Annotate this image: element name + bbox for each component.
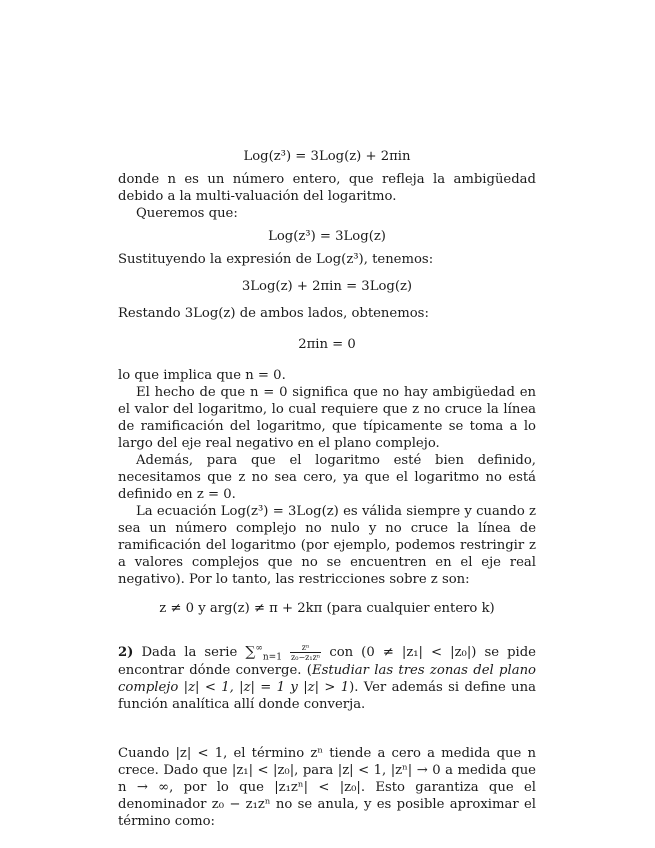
series-fraction xyxy=(290,643,321,662)
problem-statement xyxy=(118,643,536,713)
document-body xyxy=(118,142,536,830)
problem-text-c: ). Ver además si define una función analítica allí donde converja. xyxy=(118,680,536,712)
paragraph-implica: lo que implica que n = 0. xyxy=(118,368,286,383)
problem-text-a: Dada la serie xyxy=(141,645,238,660)
equation-2piin: 2πin = 0 xyxy=(298,337,356,352)
paragraph-ecuacion: La ecuación Log(z³) = 3Log(z) es válida siempre y cuando z sea un número complejo no nulo y no cruce la línea de ramificación del logaritmo (por ejemplo, podemos restringir z a valores complejos que no se encuentren en el eje real negativo). Por lo tanto, las restricciones sobre z son: xyxy=(118,504,536,587)
problem-number: 2) xyxy=(118,645,134,660)
sum-upper: ∞ xyxy=(255,643,263,654)
paragraph-ademas: Además, para que el logaritmo esté bien definido, necesitamos que z no sea cero, ya que el logaritmo no está definido en z = 0. xyxy=(118,453,536,502)
paragraph-queremos: Queremos que: xyxy=(136,206,238,221)
sum-symbol: ∑ xyxy=(245,644,256,660)
problem-text-italic: Estudiar las tres zonas del plano complejo |z| < 1, |z| = 1 y |z| > 1 xyxy=(118,663,536,695)
sum-lower: n=1 xyxy=(262,652,282,663)
paragraph-sustituyendo: Sustituyendo la expresión de Log(z³), tenemos: xyxy=(118,252,434,267)
equation-target: Log(z³) = 3Log(z) xyxy=(268,229,386,244)
equation-restrictions: z ≠ 0 y arg(z) ≠ π + 2kπ (para cualquier entero k) xyxy=(159,601,495,616)
equation-log-z-cubed: Log(z³) = 3Log(z) + 2πin xyxy=(243,149,411,164)
paragraph-restando: Restando 3Log(z) de ambos lados, obtenemos: xyxy=(118,306,429,321)
paragraph-n-integer: donde n es un número entero, que refleja la ambigüedad debido a la multi-valuación del logaritmo. xyxy=(118,172,536,204)
fraction-denominator: z₀−z₁zⁿ xyxy=(291,653,321,662)
paragraph-hecho: El hecho de que n = 0 significa que no hay ambigüedad en el valor del logaritmo, lo cual requiere que z no cruce la línea de ramificación del logaritmo, que típicamente se toma a lo largo del eje real negativo en el plano complejo. xyxy=(118,385,536,451)
paragraph-cuando: Cuando |z| < 1, el término zⁿ tiende a cero a medida que n crece. Dado que |z₁| < |z₀|, para |z| < 1, |zⁿ| → 0 a medida que n → ∞, por lo que |z₁zⁿ| < |z₀|. Esto garantiza que el denominador z₀ − z₁zⁿ no se anula, y es posible aproximar el término como: xyxy=(118,746,536,829)
equation-substituted: 3Log(z) + 2πin = 3Log(z) xyxy=(241,279,413,294)
fraction-numerator: zⁿ xyxy=(290,643,321,653)
problem-text-b: con (0 ≠ |z₁| < |z₀|) se pide encontrar dónde converge. ( xyxy=(118,645,536,678)
